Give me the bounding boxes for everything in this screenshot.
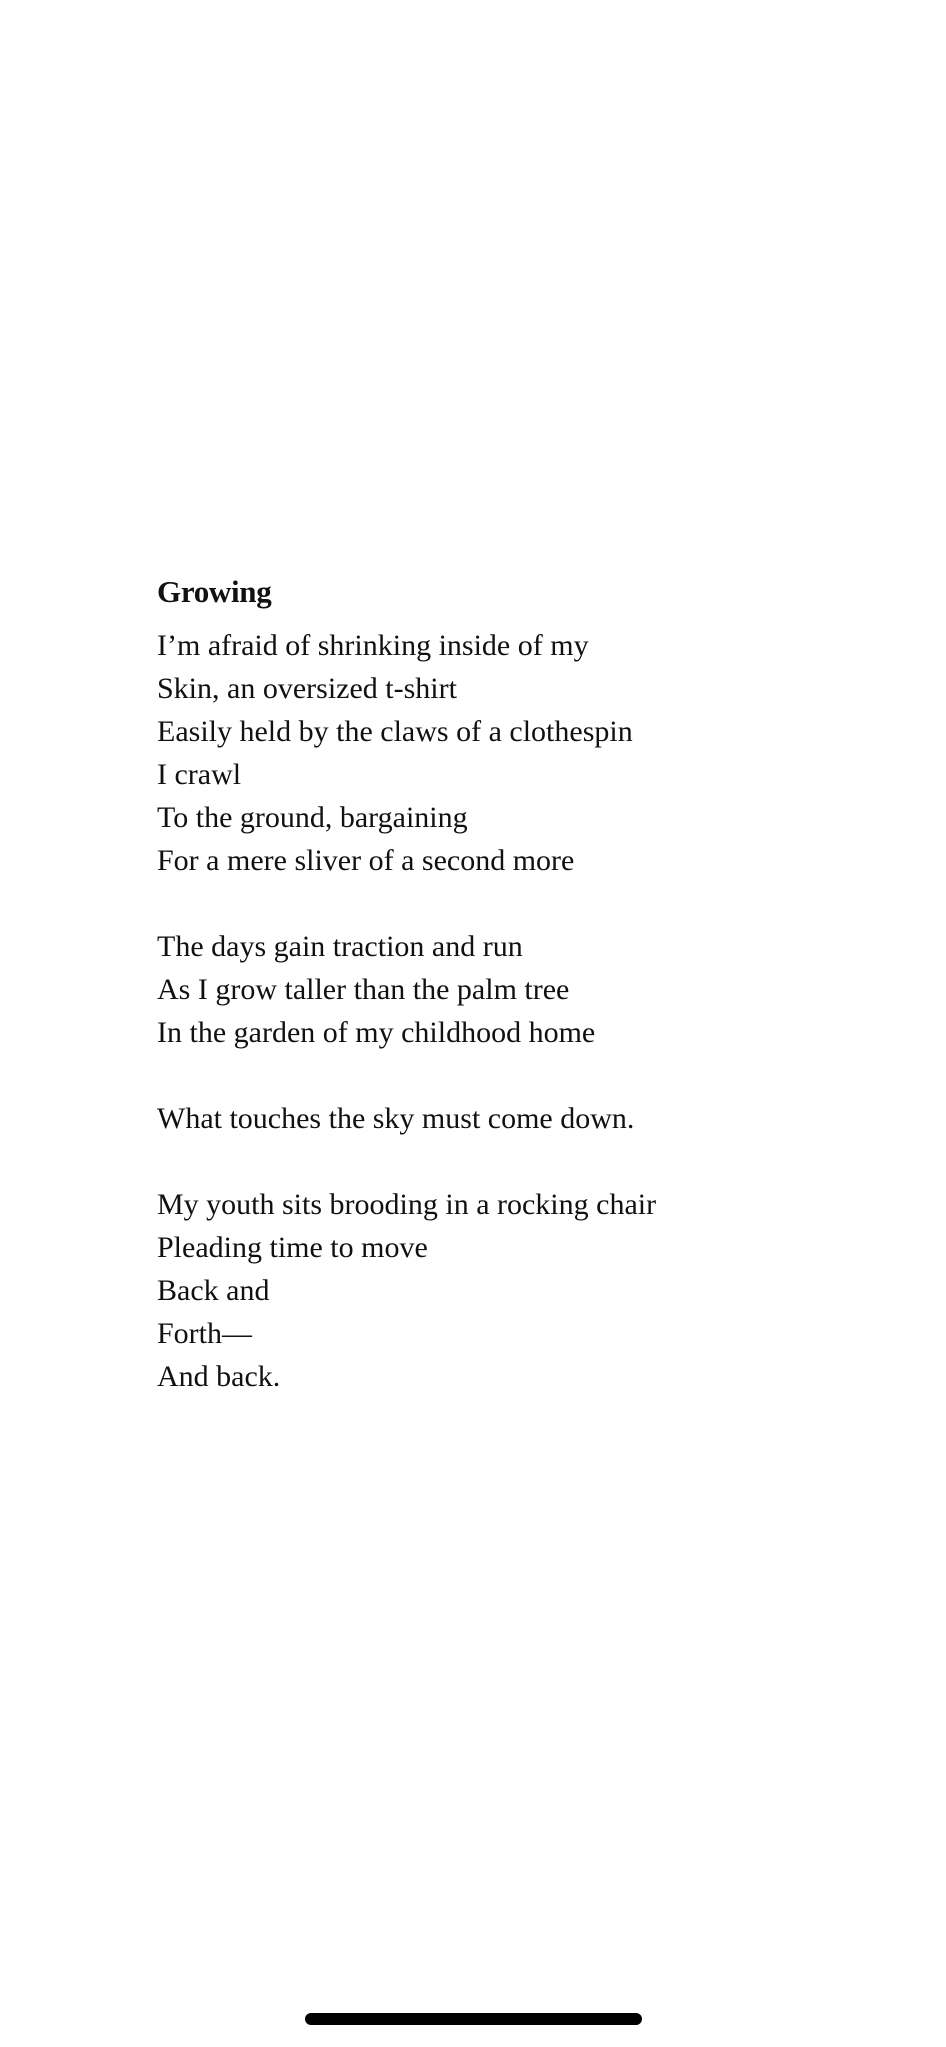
stanza-1: [157, 624, 877, 882]
poem-line: As I grow taller than the palm tree: [157, 973, 570, 1006]
poem-line: Skin, an oversized t-shirt: [157, 672, 457, 705]
poem-line: For a mere sliver of a second more: [157, 844, 575, 877]
home-indicator[interactable]: [305, 2013, 642, 2025]
poem: [157, 572, 877, 1398]
poem-title: Growing: [157, 574, 272, 609]
poem-line: What touches the sky must come down.: [157, 1102, 635, 1135]
poem-line: Pleading time to move: [157, 1231, 428, 1264]
poem-line: Back and: [157, 1274, 270, 1307]
poem-line: I’m afraid of shrinking inside of my: [157, 629, 589, 662]
poem-line: My youth sits brooding in a rocking chair: [157, 1188, 657, 1221]
poem-line: Forth—: [157, 1317, 253, 1350]
poem-line: To the ground, bargaining: [157, 801, 468, 834]
poem-line: The days gain traction and run: [157, 930, 523, 963]
poem-line: I crawl: [157, 758, 242, 791]
stanza-3: [157, 1097, 877, 1140]
stanza-2: [157, 925, 877, 1054]
poem-line: Easily held by the claws of a clothespin: [157, 715, 633, 748]
poem-line: In the garden of my childhood home: [157, 1016, 596, 1049]
stanza-4: [157, 1183, 877, 1398]
poem-line: And back.: [157, 1360, 281, 1393]
